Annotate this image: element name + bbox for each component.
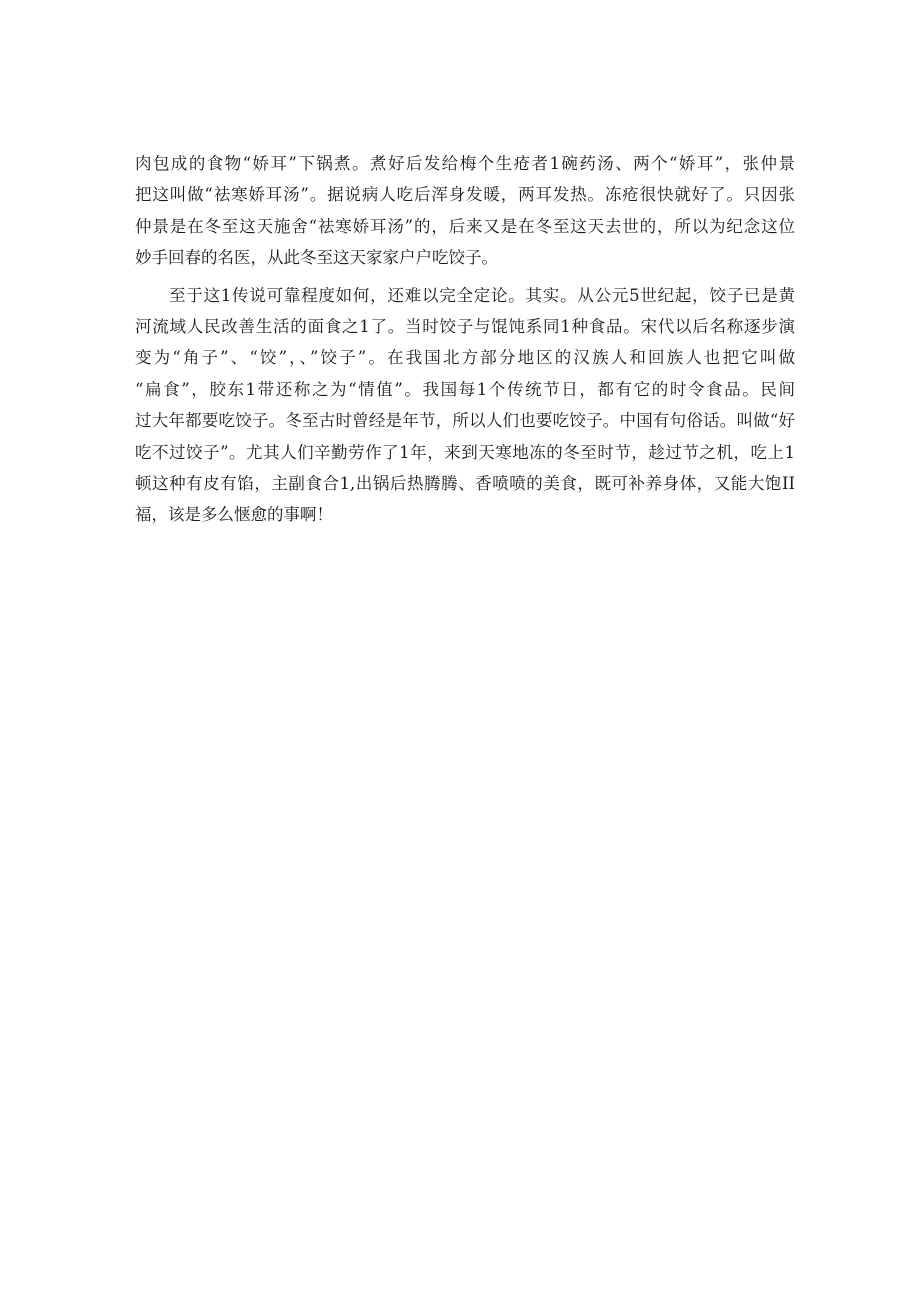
document-body	[135, 148, 795, 531]
paragraph-line: “扁食”，胶东1带还称之为“情值”。我国每1个传统节日，都有它的时令食品。民间	[135, 379, 795, 399]
paragraph-2	[135, 280, 795, 531]
paragraph-line: 福，该是多么惬愈的事啊！	[135, 505, 333, 525]
paragraph-line: 过大年都要吃饺子。冬至古时曾经是年节，所以人们也要吃饺子。中国有句俗话。叫做“好	[135, 411, 795, 431]
paragraph-line: 河流域人民改善生活的面食之1了。当时饺子与馄饨系同1种食品。宋代以后名称逐步演	[135, 316, 795, 336]
paragraph-line: 把这叫做“祛寒娇耳汤”。据说病人吃后浑身发暖，两耳发热。冻疮很快就好了。只因张	[135, 185, 795, 205]
paragraph-line: 肉包成的食物“娇耳”下锅煮。煮好后发给梅个生疮者1碗药汤、两个“娇耳”，张仲景	[135, 154, 795, 173]
paragraph-1	[135, 148, 795, 274]
paragraph-line: 仲景是在冬至这天施舍“祛寒娇耳汤”的，后来又是在冬至这天去世的，所以为纪念这位	[135, 216, 795, 236]
paragraph-line: 至于这1传说可靠程度如何，还难以完全定论。其实。从公元5世纪起，饺子已是黄	[169, 285, 795, 305]
paragraph-line: 吃不过饺子”。尤其人们辛勤劳作了1年，来到天寒地冻的冬至时节，趁过节之机，吃上1	[135, 442, 795, 462]
paragraph-line: 变为“角子”、“饺”，、”饺子”。在我国北方部分地区的汉族人和回族人也把它叫做	[135, 348, 795, 368]
paragraph-line: 妙手回春的名医，从此冬至这天家家户户吃饺子。	[135, 248, 498, 268]
paragraph-line: 顿这种有皮有馅，主副食合1,出锅后热腾腾、香喷喷的美食，既可补养身体，又能大饱II	[135, 473, 795, 493]
